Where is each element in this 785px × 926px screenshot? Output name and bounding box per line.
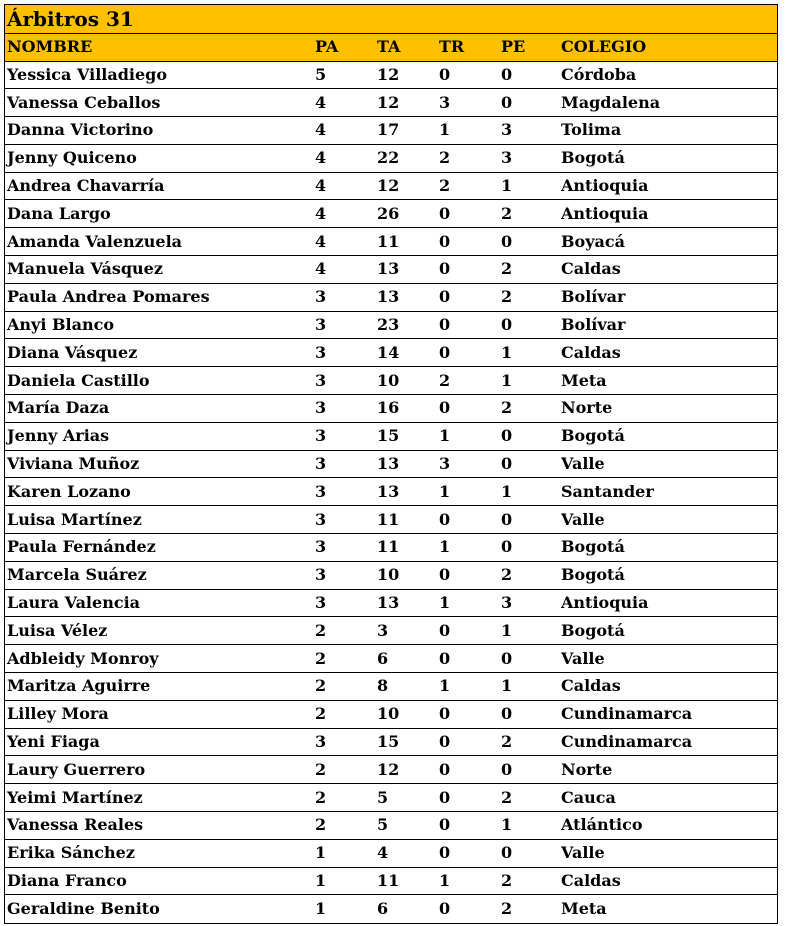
cell-ta: 15: [377, 728, 439, 756]
cell-tr: 0: [439, 200, 501, 228]
cell-name: Diana Franco: [5, 867, 315, 895]
cell-pe: 0: [501, 700, 561, 728]
table-row: [5, 506, 777, 534]
table-row: [5, 673, 777, 701]
cell-tr: 0: [439, 228, 501, 256]
cell-ta: 5: [377, 812, 439, 840]
cell-college: Meta: [561, 367, 777, 395]
cell-college: Bogotá: [561, 617, 777, 645]
cell-name: Paula Andrea Pomares: [5, 283, 315, 311]
cell-pa: 3: [315, 506, 377, 534]
cell-pa: 2: [315, 673, 377, 701]
table-body: [5, 61, 777, 923]
cell-college: Valle: [561, 645, 777, 673]
cell-name: María Daza: [5, 395, 315, 423]
table-row: [5, 228, 777, 256]
column-header-pe: PE: [501, 34, 561, 61]
cell-pe: 0: [501, 61, 561, 89]
cell-pa: 2: [315, 617, 377, 645]
cell-college: Cundinamarca: [561, 700, 777, 728]
cell-ta: 13: [377, 256, 439, 284]
cell-college: Cundinamarca: [561, 728, 777, 756]
cell-ta: 12: [377, 89, 439, 117]
cell-pe: 2: [501, 867, 561, 895]
cell-name: Diana Vásquez: [5, 339, 315, 367]
cell-pa: 2: [315, 812, 377, 840]
cell-college: Atlántico: [561, 812, 777, 840]
table-row: [5, 700, 777, 728]
cell-ta: 12: [377, 61, 439, 89]
cell-college: Valle: [561, 839, 777, 867]
cell-ta: 22: [377, 144, 439, 172]
cell-ta: 10: [377, 561, 439, 589]
table-row: [5, 895, 777, 923]
cell-pa: 3: [315, 367, 377, 395]
cell-pa: 4: [315, 117, 377, 145]
cell-name: Marcela Suárez: [5, 561, 315, 589]
table-row: [5, 478, 777, 506]
cell-college: Valle: [561, 450, 777, 478]
cell-college: Meta: [561, 899, 607, 919]
cell-pe: 0: [501, 450, 561, 478]
cell-name: Danna Victorino: [5, 117, 315, 145]
table-row: [5, 589, 777, 617]
cell-tr: 0: [439, 899, 451, 919]
cell-college: Norte: [561, 756, 777, 784]
cell-name: Lilley Mora: [5, 700, 315, 728]
cell-pa: 4: [315, 228, 377, 256]
table-row: [5, 645, 777, 673]
cell-tr: 0: [439, 61, 501, 89]
cell-pa: 2: [315, 784, 377, 812]
table-row: [5, 395, 777, 423]
cell-college: Caldas: [561, 867, 777, 895]
cell-pe: 2: [501, 784, 561, 812]
cell-ta: 23: [377, 311, 439, 339]
cell-tr: 0: [439, 395, 501, 423]
cell-pe: 1: [501, 617, 561, 645]
table-row: [5, 61, 777, 89]
sheet-title: Árbitros 31: [5, 5, 777, 34]
cell-college: Santander: [561, 478, 777, 506]
cell-tr: 0: [439, 728, 501, 756]
table-row: [5, 812, 777, 840]
cell-name: Andrea Chavarría: [5, 172, 315, 200]
cell-college: Bogotá: [561, 561, 777, 589]
column-header-pa: PA: [315, 34, 377, 61]
table-row: [5, 200, 777, 228]
cell-tr: 0: [439, 339, 501, 367]
cell-ta: 10: [377, 367, 439, 395]
cell-pe: 3: [501, 144, 561, 172]
cell-name: Yessica Villadiego: [5, 61, 315, 89]
cell-pe: 1: [501, 812, 561, 840]
cell-ta: 14: [377, 339, 439, 367]
cell-college: Caldas: [561, 339, 777, 367]
cell-name: Karen Lozano: [5, 478, 315, 506]
cell-pa: 4: [315, 89, 377, 117]
cell-pa: 5: [315, 61, 377, 89]
cell-ta: 6: [377, 645, 439, 673]
cell-tr: 0: [439, 256, 501, 284]
column-header-college: COLEGIO: [561, 34, 777, 61]
cell-ta: 11: [377, 867, 439, 895]
cell-pa: 2: [315, 756, 377, 784]
cell-college: Bolívar: [561, 311, 777, 339]
cell-pa: 1: [315, 899, 327, 919]
cell-ta: 13: [377, 478, 439, 506]
cell-tr: 2: [439, 172, 501, 200]
cell-pa: 3: [315, 534, 377, 562]
cell-pa: 3: [315, 283, 377, 311]
cell-college: Magdalena: [561, 89, 777, 117]
table-row: [5, 311, 777, 339]
cell-tr: 3: [439, 89, 501, 117]
cell-name: Amanda Valenzuela: [5, 228, 315, 256]
cell-ta: 3: [377, 617, 439, 645]
cell-ta: 15: [377, 422, 439, 450]
cell-college: Valle: [561, 506, 777, 534]
cell-ta: 11: [377, 534, 439, 562]
cell-pa: 3: [315, 311, 377, 339]
cell-tr: 2: [439, 144, 501, 172]
cell-ta: 10: [377, 700, 439, 728]
cell-name: Vanessa Reales: [5, 812, 315, 840]
cell-tr: 1: [439, 673, 501, 701]
cell-name: Luisa Vélez: [5, 617, 315, 645]
cell-college: Caldas: [561, 256, 777, 284]
cell-pe: 0: [501, 756, 561, 784]
cell-college: Caldas: [561, 673, 777, 701]
cell-college: Bogotá: [561, 422, 777, 450]
referees-table: [5, 34, 777, 923]
cell-tr: 1: [439, 534, 501, 562]
cell-pa: 4: [315, 144, 377, 172]
cell-name: Jenny Arias: [5, 422, 315, 450]
cell-tr: 0: [439, 283, 501, 311]
cell-name: Viviana Muñoz: [5, 450, 315, 478]
cell-name: Laura Valencia: [5, 589, 315, 617]
cell-pa: 2: [315, 645, 377, 673]
table-row: [5, 756, 777, 784]
cell-tr: 1: [439, 117, 501, 145]
cell-pe: 0: [501, 422, 561, 450]
cell-tr: 0: [439, 784, 501, 812]
cell-pe: 2: [501, 256, 561, 284]
cell-name: Laury Guerrero: [5, 756, 315, 784]
cell-ta: 13: [377, 283, 439, 311]
cell-name: Maritza Aguirre: [5, 673, 315, 701]
table-row: [5, 283, 777, 311]
table-row: [5, 172, 777, 200]
cell-college: Bogotá: [561, 534, 777, 562]
cell-college: Norte: [561, 395, 777, 423]
cell-tr: 0: [439, 700, 501, 728]
cell-ta: 8: [377, 673, 439, 701]
table-row: [5, 617, 777, 645]
cell-tr: 0: [439, 617, 501, 645]
table-row: [5, 534, 777, 562]
table-row: [5, 367, 777, 395]
table-row: [5, 561, 777, 589]
cell-pe: 0: [501, 311, 561, 339]
table-row: [5, 839, 777, 867]
cell-pa: 4: [315, 256, 377, 284]
cell-pe: 1: [501, 172, 561, 200]
cell-ta: 13: [377, 589, 439, 617]
table-row: [5, 784, 777, 812]
cell-ta: 11: [377, 228, 439, 256]
table-row: [5, 339, 777, 367]
cell-pe: 3: [501, 117, 561, 145]
cell-college: Bolívar: [561, 283, 777, 311]
table-header-row: [5, 34, 777, 61]
cell-tr: 0: [439, 839, 501, 867]
cell-pe: 3: [501, 589, 561, 617]
cell-ta: 12: [377, 756, 439, 784]
cell-name: Yeimi Martínez: [5, 784, 315, 812]
cell-ta: 13: [377, 450, 439, 478]
table-row: [5, 256, 777, 284]
cell-name: Jenny Quiceno: [5, 144, 315, 172]
column-header-tr: TR: [439, 34, 501, 61]
cell-tr: 0: [439, 645, 501, 673]
cell-tr: 0: [439, 561, 501, 589]
cell-name: Vanessa Ceballos: [5, 89, 315, 117]
table-row: [5, 867, 777, 895]
cell-college: Cauca: [561, 784, 777, 812]
cell-pa: 2: [315, 700, 377, 728]
cell-pa: 4: [315, 172, 377, 200]
cell-pa: 3: [315, 478, 377, 506]
cell-tr: 3: [439, 450, 501, 478]
cell-tr: 1: [439, 867, 501, 895]
cell-ta: 12: [377, 172, 439, 200]
cell-pa: 3: [315, 339, 377, 367]
cell-name: Erika Sánchez: [5, 839, 315, 867]
cell-name: Daniela Castillo: [5, 367, 315, 395]
cell-ta: 16: [377, 395, 439, 423]
cell-pe: 2: [501, 728, 561, 756]
table-row: [5, 89, 777, 117]
cell-pe: 1: [501, 367, 561, 395]
cell-pe: 0: [501, 534, 561, 562]
table-row: [5, 144, 777, 172]
cell-pa: 3: [315, 561, 377, 589]
cell-pe: 2: [501, 395, 561, 423]
table-row: [5, 422, 777, 450]
cell-ta: 17: [377, 117, 439, 145]
cell-tr: 1: [439, 478, 501, 506]
cell-pe: 1: [501, 339, 561, 367]
cell-name: Dana Largo: [5, 200, 315, 228]
cell-tr: 0: [439, 756, 501, 784]
cell-name: Luisa Martínez: [5, 506, 315, 534]
cell-pa: 1: [315, 839, 377, 867]
cell-college: Córdoba: [561, 61, 777, 89]
cell-tr: 1: [439, 422, 501, 450]
cell-name: Geraldine Benito: [7, 899, 160, 919]
table-row: [5, 450, 777, 478]
cell-ta: 5: [377, 784, 439, 812]
cell-pe: 0: [501, 506, 561, 534]
cell-pa: 3: [315, 589, 377, 617]
cell-pe: 1: [501, 673, 561, 701]
cell-ta: 11: [377, 506, 439, 534]
cell-pa: 4: [315, 200, 377, 228]
column-header-ta: TA: [377, 34, 439, 61]
cell-pa: 3: [315, 450, 377, 478]
cell-pa: 3: [315, 395, 377, 423]
cell-college: Tolima: [561, 117, 777, 145]
cell-tr: 0: [439, 812, 501, 840]
cell-tr: 0: [439, 311, 501, 339]
cell-pe: 0: [501, 839, 561, 867]
cell-ta: 26: [377, 200, 439, 228]
cell-pe: 1: [501, 478, 561, 506]
cell-tr: 2: [439, 367, 501, 395]
cell-ta: 4: [377, 839, 439, 867]
column-header-name: NOMBRE: [5, 34, 315, 61]
table-row: [5, 117, 777, 145]
table-row: [5, 728, 777, 756]
cell-name: Paula Fernández: [5, 534, 315, 562]
cell-pe: 0: [501, 645, 561, 673]
cell-college: Boyacá: [561, 228, 777, 256]
cell-name: Manuela Vásquez: [5, 256, 315, 284]
cell-pe: 2: [501, 899, 513, 919]
cell-pe: 0: [501, 89, 561, 117]
cell-college: Antioquia: [561, 172, 777, 200]
cell-pa: 1: [315, 867, 377, 895]
cell-pa: 3: [315, 422, 377, 450]
cell-pe: 0: [501, 228, 561, 256]
cell-name: Adbleidy Monroy: [5, 645, 315, 673]
referees-sheet: [4, 4, 778, 924]
cell-name: Anyi Blanco: [5, 311, 315, 339]
cell-college: Bogotá: [561, 144, 777, 172]
cell-name: Yeni Fiaga: [5, 728, 315, 756]
cell-tr: 1: [439, 589, 501, 617]
cell-pe: 2: [501, 283, 561, 311]
cell-tr: 0: [439, 506, 501, 534]
cell-college: Antioquia: [561, 589, 777, 617]
cell-ta: 6: [377, 899, 389, 919]
cell-pe: 2: [501, 561, 561, 589]
cell-college: Antioquia: [561, 200, 777, 228]
cell-pa: 3: [315, 728, 377, 756]
cell-pe: 2: [501, 200, 561, 228]
